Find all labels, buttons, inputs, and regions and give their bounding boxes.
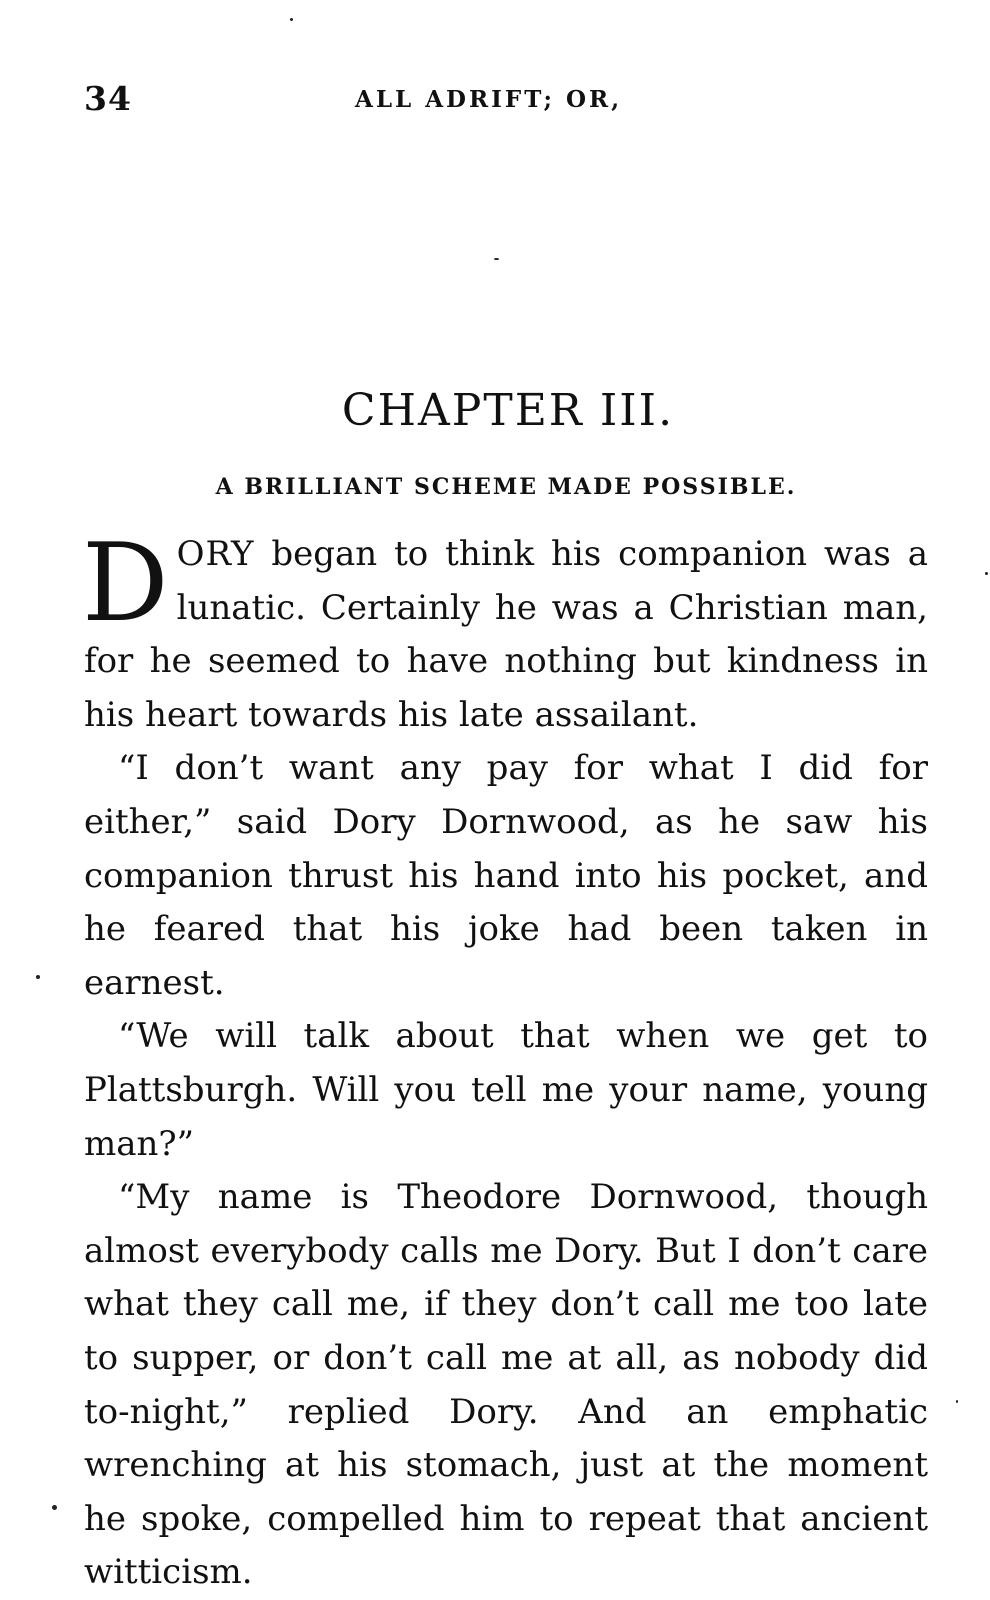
- paragraph-3: “We will talk about that when we get to Plattsburgh. Will you tell me your name, young man?”: [84, 1016, 928, 1164]
- drop-cap: D: [82, 521, 169, 646]
- scan-speck: [985, 572, 988, 575]
- paragraph-2: “I don’t want any pay for what I did for either,” said Dory Dornwood, as he saw his companion thrust his hand into his pocket, and he feared that his joke had been taken in earnest.: [84, 748, 928, 1003]
- running-head: ALL ADRIFT; OR,: [355, 86, 623, 113]
- scan-speck: [290, 18, 293, 21]
- scan-speck: [956, 1400, 958, 1403]
- paragraph-1-lead: ORY: [176, 534, 255, 574]
- scan-speck: [52, 1505, 57, 1510]
- scan-speck: [36, 975, 40, 979]
- scan-speck: [494, 258, 499, 260]
- chapter-subtitle: A BRILLIANT SCHEME MADE POSSIBLE.: [215, 474, 797, 501]
- page-number: 34: [84, 79, 132, 118]
- chapter-body: [82, 521, 928, 1600]
- paragraph-1-text: began to think his companion was a lunatic. Certainly he was a Christian man, for he seemed to have nothing but kindness in his heart towards his late assailant.: [84, 534, 928, 735]
- paragraph-1: [82, 521, 928, 742]
- paragraph-4: “My name is Theodore Dornwood, though almost everybody calls me Dory. But I don’t care what they call me, if they don’t call me too late to supper, or don’t call me at all, as nobody did to-night,” replied Dory. And an emphatic wrenching at his stomach, just at the moment he spoke, compelled him to repeat that ancient witticism.: [84, 1177, 928, 1593]
- chapter-title: CHAPTER III.: [341, 385, 675, 437]
